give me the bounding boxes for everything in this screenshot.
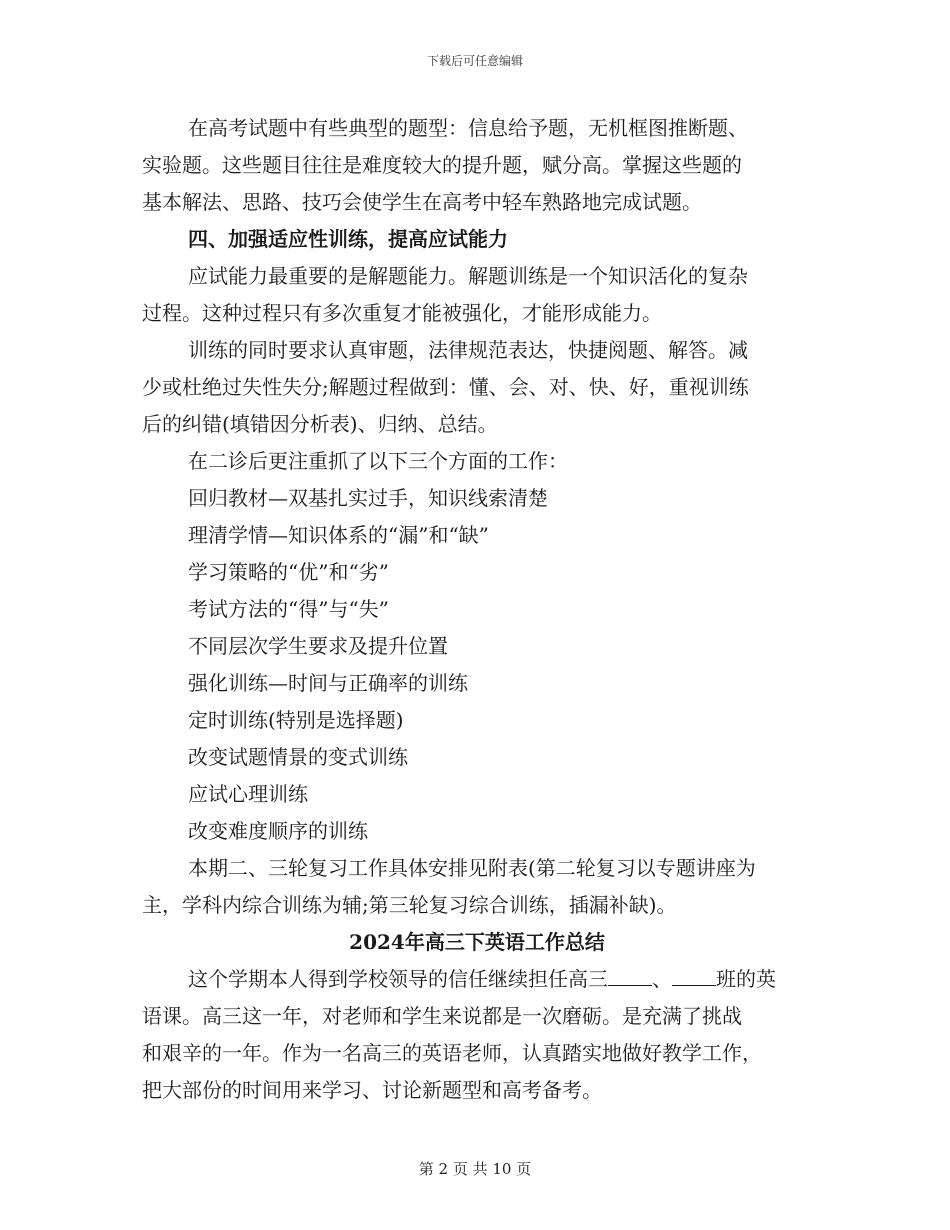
paragraph-line: 和艰辛的一年。作为一名高三的英语老师，认真踏实地做好教学工作， <box>142 1041 762 1065</box>
paragraph-text: 这个学期本人得到学校领导的信任继续担任高三 <box>188 967 608 991</box>
page-header: 下载后可任意编辑 <box>426 54 523 68</box>
paragraph-line: 少或杜绝过失性失分;解题过程做到：懂、会、对、快、好，重视训练 <box>142 375 749 399</box>
fill-blank <box>608 967 652 986</box>
document-body <box>142 110 812 1109</box>
paragraph-line <box>142 961 812 998</box>
list-item: 不同层次学生要求及提升位置 <box>188 634 448 658</box>
paragraph-line: 把大部份的时间用来学习、讨论新题型和高考备考。 <box>142 1078 602 1102</box>
paragraph-line: 语课。高三这一年，对老师和学生来说都是一次磨砺。是充满了挑战 <box>142 1004 742 1028</box>
paragraph-line: 在高考试题中有些典型的题型：信息给予题，无机框图推断题、 <box>188 116 748 140</box>
page-footer: 第 2 页 共 10 页 <box>418 1160 532 1178</box>
list-item: 理清学情—知识体系的“漏”和“缺” <box>188 523 489 547</box>
paragraph-line: 应试能力最重要的是解题能力。解题训练是一个知识活化的复杂 <box>188 264 748 288</box>
fill-blank <box>672 967 716 986</box>
paragraph-text: 、 <box>652 967 672 991</box>
list-item: 改变难度顺序的训练 <box>188 819 368 843</box>
paragraph-line: 主，学科内综合训练为辅;第三轮复习综合训练，插漏补缺)。 <box>142 893 677 917</box>
section-heading: 四、加强适应性训练，提高应试能力 <box>188 227 508 251</box>
paragraph-line: 训练的同时要求认真审题，法律规范表达，快捷阅题、解答。减 <box>188 338 748 362</box>
paragraph-line: 实验题。这些题目往往是难度较大的提升题，赋分高。掌握这些题的 <box>142 153 742 177</box>
paragraph-line: 过程。这种过程只有多次重复才能被强化，才能形成能力。 <box>142 301 662 325</box>
paragraph-line: 后的纠错(填错因分析表)、归纳、总结。 <box>142 412 498 436</box>
document-title: 2024年高三下英语工作总结 <box>349 930 605 954</box>
list-item: 回归教材—双基扎实过手，知识线索清楚 <box>188 486 548 510</box>
list-item: 应试心理训练 <box>188 782 308 806</box>
list-item: 学习策略的“优”和“劣” <box>188 560 389 584</box>
list-item: 改变试题情景的变式训练 <box>188 745 408 769</box>
list-item: 考试方法的“得”与“失” <box>188 597 389 621</box>
paragraph-text: 班的英 <box>716 967 776 991</box>
paragraph-line: 本期二、三轮复习工作具体安排见附表(第二轮复习以专题讲座为 <box>188 856 756 880</box>
list-item: 强化训练—时间与正确率的训练 <box>188 671 468 695</box>
paragraph-line: 基本解法、思路、技巧会使学生在高考中轻车熟路地完成试题。 <box>142 190 702 214</box>
paragraph-line: 在二诊后更注重抓了以下三个方面的工作： <box>188 449 568 473</box>
list-item: 定时训练(特别是选择题) <box>188 708 404 732</box>
